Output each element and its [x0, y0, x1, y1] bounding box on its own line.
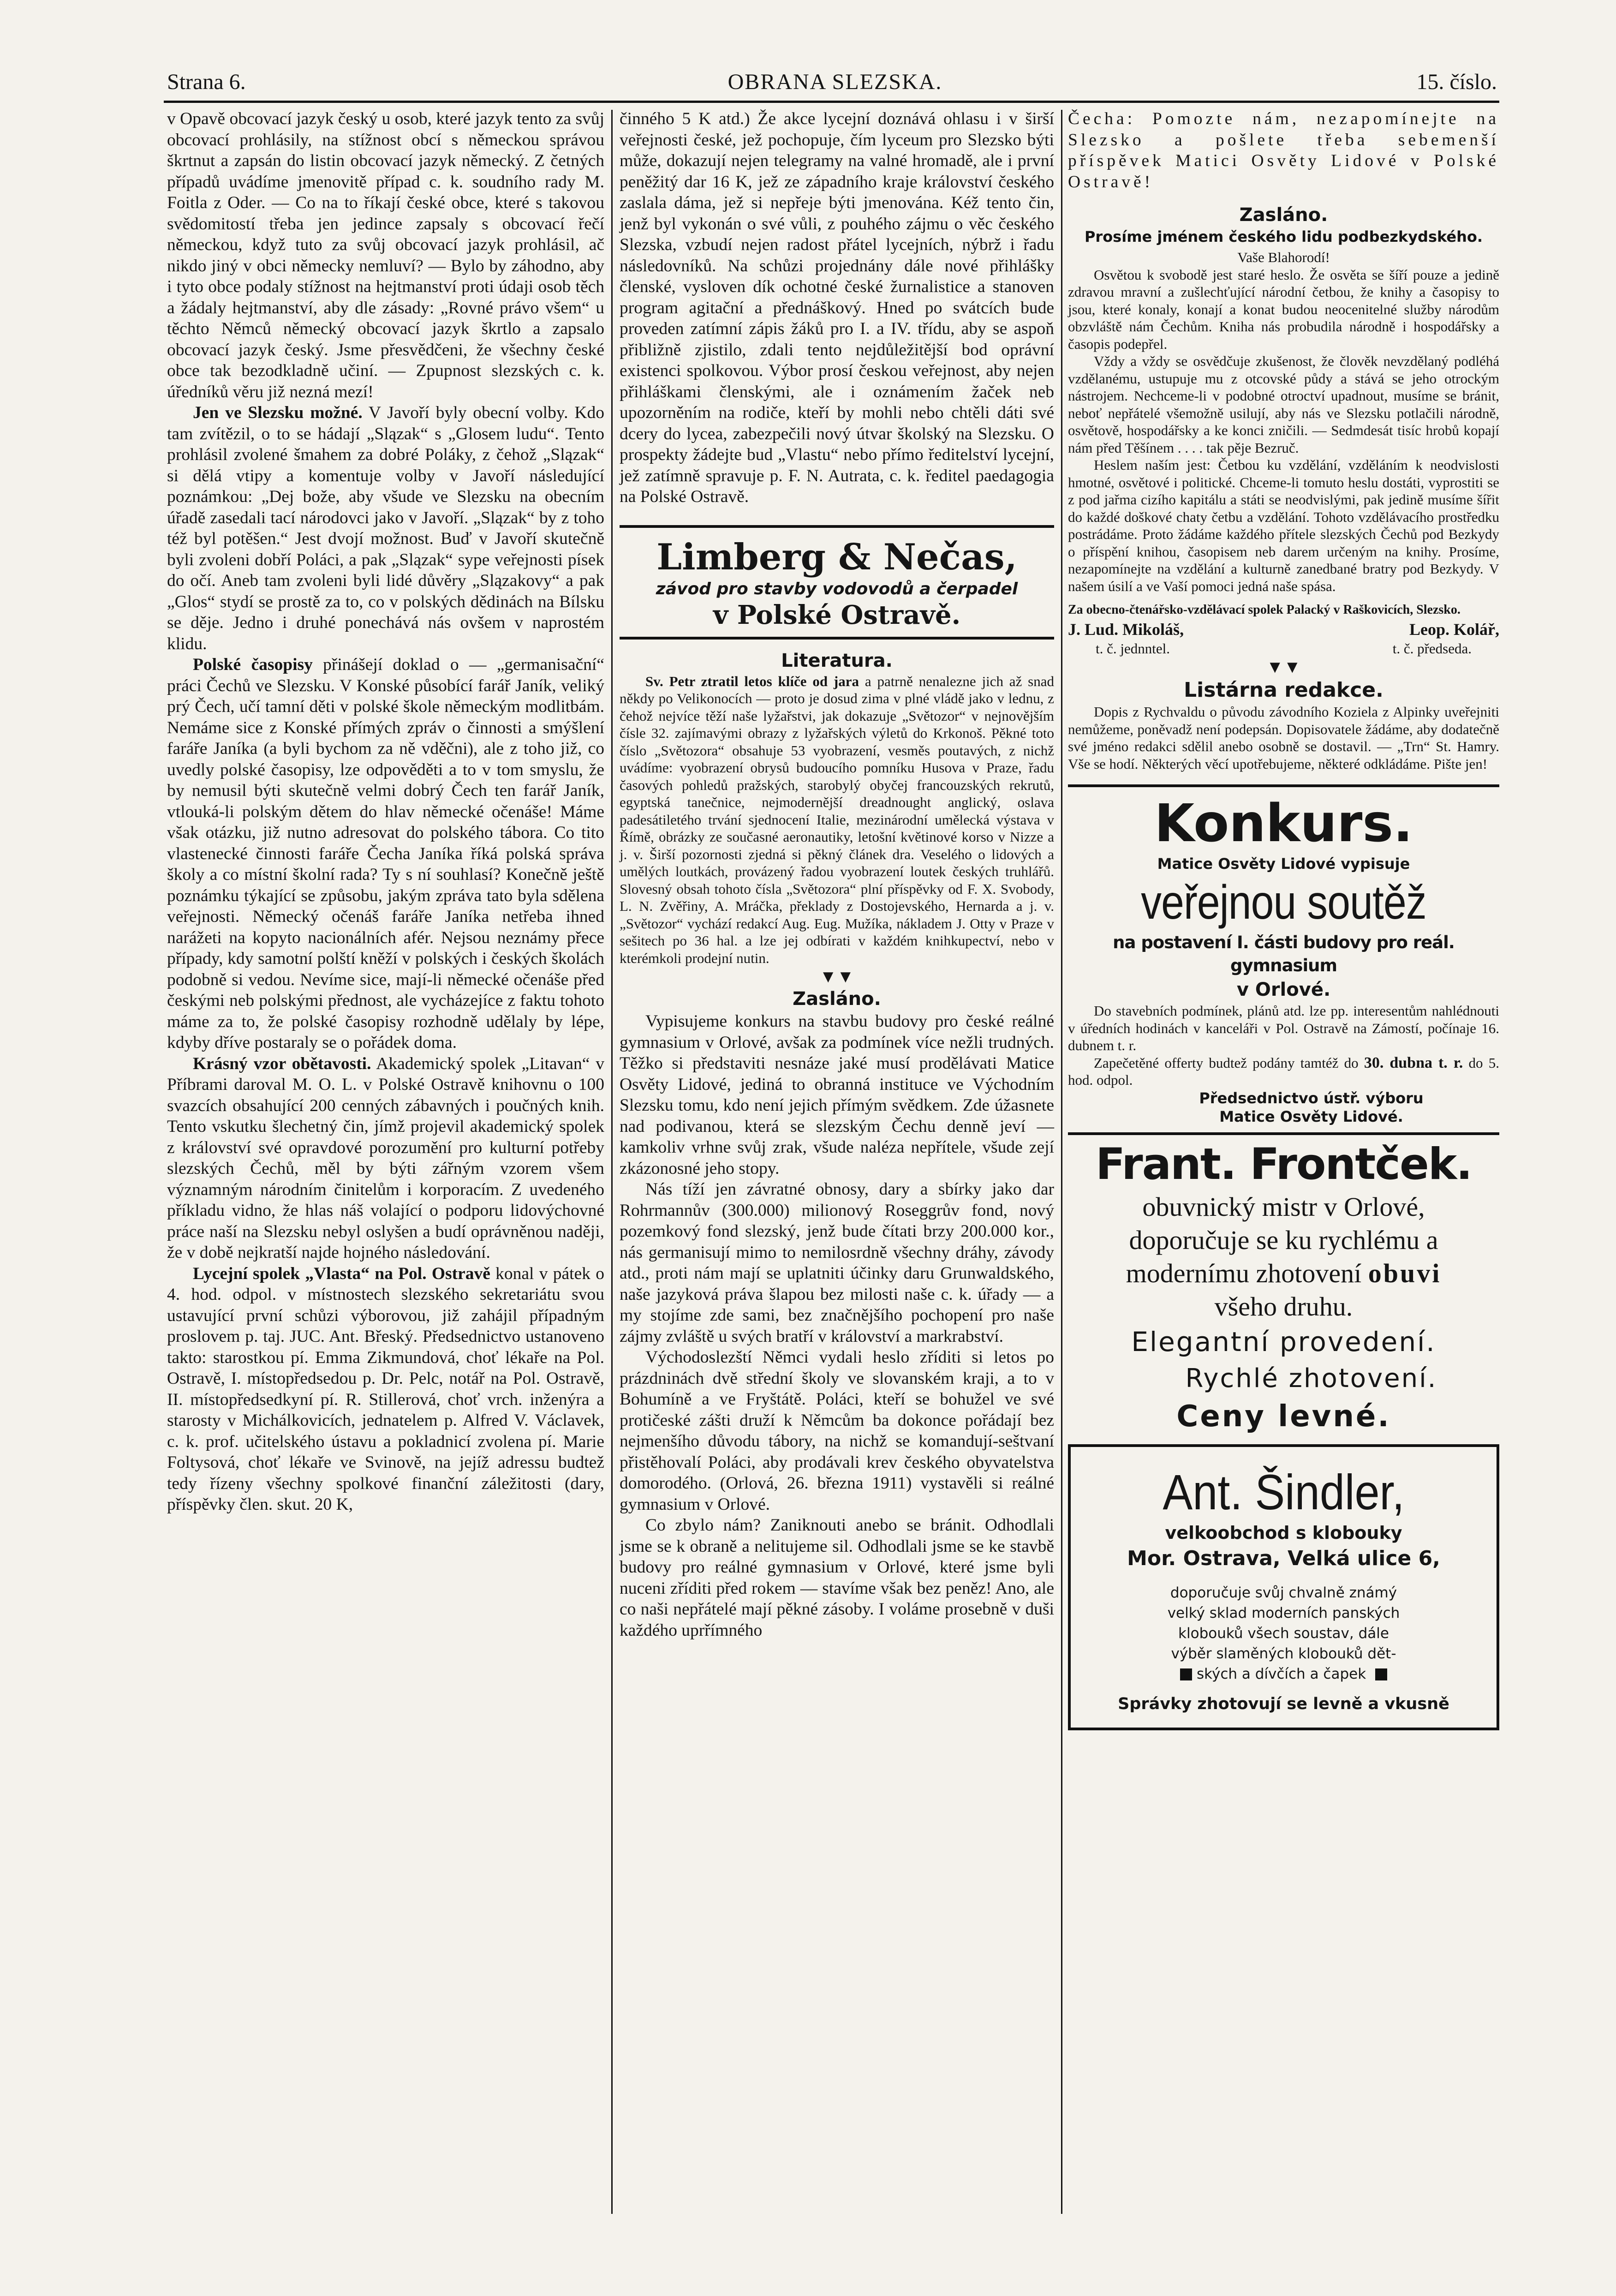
signature-role-2: t. č. předseda.: [1392, 640, 1472, 657]
konkurs-title: Konkurs.: [1154, 794, 1413, 854]
news-headline: Jen ve Slezsku možné.: [193, 403, 363, 422]
article-text: činného 5 K atd.) Že akce lycejní doznává ohlasu i v širší veřejnosti české, jež pochopuje, čím lyceum pro Slezsko býti může, dokazují nejen telegramy na valné hromadě, ale i první peněžitý dar 16 K, jež ze západního kraje království českého zaslala dáma, jež si nepřeje býti jmenována. Kéž tento čin, jenž byl vykonán o své vůli, z pouhého zájmu o věc českého Slezska, vzbudí nejen radost přátel lycejních, nýbrž i řadu následovníků. Na schůzi projednány dále nové přihlášky členské, vysloven dík ochotné české žurnalistice a stanoven program agitační a přednáškový. Hned po svátcích bude proveden zatímní zápis žáků pro I. a IV. třídu, aby se aspoň přibližně zjistilo, zdali tento nejdůležitější bod oprávní existenci spolkovou. Výbor prosí českou veřejnost, aby nejen přihláškami členskými, ale i oznámením žaček neb upozorněním na rodiče, kteří by mohli nebo chtěli dáti své dcery do lycea, zabezpečili nový útvar školský na Slezsku. O prospekty žádejte bud „Vlastu“ nebo přímo ředitelství lycejní, jež zatímně spravuje p. F. N. Autrata, c. k. ředitel paedagogia na Polské Ostravě.: [620, 109, 1054, 506]
sindler-line: doporučuje svůj chvalně známý: [1170, 1584, 1397, 1601]
column-3: [1068, 108, 1499, 1730]
article-text: v Opavě obcovací jazyk český u osob, které jazyk tento za svůj obcovací prohlásily, na stížnost obcí s německou správou škrtnut a zapsán do listin obcovací jazyk německý. Z četných případů uvádíme jmenovitě případ c. k. soudního rady M. Foitla z Oder. — Co na to říkají české obce, které s takovou svědomitostí třeba jen jedince zapsaly s obcovací řečí německou, když tuto za svůj obcovací jazyk prohlásil, ač nikdo jiný v obci německy nemluví? — Bylo by záhodno, aby i tyto obce podaly stížnost na hejtmanství proti údaji osob těch a žádaly hejtmanství, aby dle zásady: „Rovné právo všem“ u těchto Němců německý obcovací jazyk škrtlo a zapsalo obcovací jazyk český. Jsme přesvědčeni, že všechny české obce tak bezodkladně učiní. — Zpupnost slezských c. k. úředníků věru již nezná mezí!: [167, 109, 604, 401]
froncek-prices: Ceny levné.: [1176, 1399, 1391, 1434]
froncek-obuvi: obuvi: [1368, 1258, 1442, 1288]
section-title-listarna: Listárna redakce.: [1184, 678, 1383, 702]
sindler-repairs: Správky zhotovují se levně a vkusně: [1118, 1694, 1449, 1713]
advert-city: v Polské Ostravě.: [713, 599, 961, 630]
column-divider-1: [611, 110, 613, 2214]
section-title-zaslano: Zasláno.: [1239, 204, 1328, 226]
ornament-divider: ▼▼: [819, 967, 854, 987]
froncek-fast: Rychlé zhotovení.: [1185, 1363, 1437, 1393]
appeal-body: Heslem naším jest: Četbou ku vzdělání, vzděláním k neodvislosti hmotné, osvětové i politické. Chceme-li tomuto heslu dostáti, vyprostiti se z pod jařma cizího kapitálu a státi se neodvislými, pak jedině musíme šířit do každé doškové chaty četbu a vzdělání. Tohoto vzdělávacího prostředku postrádáme. Proto žádáme každého přítele slezských Čechů pod Bezkydy o příspění knihou, časopisem neb darem určeným na knihy. Prosíme, nezapomínejte na vzdělání a kulturně zanedbané bratry pod Bezkydy. V našem úsilí a ve Vaší pomoci jedná naše spása.: [1068, 457, 1499, 594]
article-text: Co zbylo nám? Zaniknouti anebo se bránit. Odhodlali jsme se k obraně a nelitujeme sil. Odhodlali jsme se ke stavbě budovy pro reálné gymnasium v Orlové, které jsme byli nuceni zříditi před rokem — stavíme však bez peněz! Ano, ale co naši nepřátelé mají pěkné zásoby. I voláme prosebně v duši každého uprřímného: [620, 1516, 1054, 1640]
appeal-body: Osvětou k svobodě jest staré heslo. Že osvěta se šíří pouze a jedině zdravou mravní a zušlechťující národní četbou, že knihy a časopisy to jsou, které konaly, konají a konat budou neocenitelné služby národům obzvláště nám Čechům. Kniha nás probudila národně i hospodářsky a časopis podepřel.: [1068, 266, 1499, 352]
news-item: [167, 1263, 604, 1515]
literature-item: [620, 673, 1054, 967]
signatures: [1068, 619, 1499, 640]
bullet-square-icon: [1180, 1668, 1192, 1680]
konkurs-time: do 5. hod. odpol.: [1068, 1054, 1499, 1088]
sindler-line: [1080, 1664, 1487, 1684]
konkurs-purpose: na postavení I. části budovy pro reál. gymnasium: [1113, 933, 1455, 975]
news-headline: Lycejní spolek „Vlasta“ na Pol. Ostravě: [193, 1264, 490, 1283]
editor-notes: Dopis z Rychvaldu o původu závodního Koziela z Alpinky uveřejniti nemůžeme, poněvadž není podepsán. Dopisovatele žádáme, aby dodatečně své jméno redakci sdělil anebo osobně se dostavil. — „Trn“ St. Hamry. Vše se hodí. Některých věcí upotřebujeme, některé odkládáme. Pište jen!: [1068, 704, 1499, 772]
literature-headline: Sv. Petr ztratil letos klíče od jara: [645, 673, 859, 689]
news-body: V Javoří byly obecní volby. Kdo tam zvítězil, o to se hádají „Slązak“ s „Glosem ludu“. Tento prohlásil zvolené šmahem za dobré Poláky, z čehož „Slązak“ si dělá vtipy a komentuje volby v Javoří následující poznámkou: „Dej bože, aby všude ve Slezsku na obecním úřadě zasedali tací národovci jako v Javoří. „Slązak“ by z toho též byl potěšen.“ Jest dvojí možnost. Buď v Javoří skutečně byli zvoleni dobří Poláci, a pak „Slązak“ sype veřejnosti písek do očí. Aneb tam zvoleni byli lidé důvěry „Slązakovy“ a pak „Glos“ stydí se prostě za to, co v polských dědinách na Bílsku se děje. Jedno i druhé ponechává nás ovšem v naprostém klidu.: [167, 403, 604, 653]
sindler-business: velkoobchod s klobouky: [1165, 1522, 1402, 1543]
froncek-elegant: Elegantní provedení.: [1131, 1326, 1436, 1357]
page-number: Strana 6.: [167, 70, 246, 94]
sindler-name: Ant. Šindler,: [1163, 1464, 1405, 1520]
literature-body: a patrně nenalezne jich až snad někdy po Velikonocích — proto je dosud zima v plné vládě jako v lednu, z čehož nejvíce těží naše lyžařstvi, jak dokazuje „Světozor“ v nejnovějším čísle 32. zajímavými obrazy z lyžařských výletů do Krkonoš. Pěkné toto číslo „Světozora“ obsahuje 53 vyobrazení, vesměs poutavých, z nichž uvádíme: vyobrazení obrysů budoucího pomníku Husova v Praze, řadu časových pohledů pražských, starobylý obyčej francouzských rekrutů, egyptská tanečnice, nejmodernější dreadnought anglický, oslava padesátiletého trvání sjednocení Italie, mezinárodní umělecká výstava v Římě, obrázky ze současné aeronautiky, letošní květinové korso v Nizze a j. v. Širší pozornosti zjedná si pěkný článek dra. Veselého o lidových a umělých loutkách, provázený řadou vyobrazení loutek českých truhlářů. Slovesný obsah tohoto čísla „Světozora“ plní příspěvky od F. X. Svobody, L. N. Zvěřiny, A. Mráčka, překlady z Dostojevského, Hernarda a j. v. „Světozor“ vychází redakcí Aug. Eug. Mužíka, nákladem J. Otty v Praze v sešitech po 36 hal. a lze jej odbírati v každém knihkupectví, nebo v kterémkoli prodejní nutin.: [620, 673, 1054, 966]
advert-konkurs: [1068, 784, 1499, 1126]
salutation: Vaše Blahorodí!: [1237, 249, 1330, 265]
advert-company-name: Limberg & Nečas,: [656, 536, 1017, 578]
section-title-literatura: Literatura.: [781, 650, 893, 671]
section-title-zaslano: Zasláno.: [793, 988, 881, 1010]
sindler-line-text: ských a dívčích a čapek: [1196, 1665, 1366, 1682]
froncek-line-4: všeho druhu.: [1214, 1291, 1353, 1321]
news-body: Akademický spolek „Litavan“ v Příbrami daroval M. O. L. v Polské Ostravě knihovnu o 100 svazcích obsahující 200 cenných zábavných i poučných knih. Tento vskutku šlechetný čin, jímž projevil akademický spolek z království své opravdové porozumění pro kulturní potřeby slezských Čechů, měl by býti zářným vzorem všem významným národním činitelům i korporacím. Z uvedeného příkladu vidno, že hlas náš volající o podporu lidovýchovné práce naší na Slezsku nebyl oslyšen a budí oprávněnou naději, že v době nejkratší najde hojného následování.: [167, 1054, 604, 1262]
sindler-address: Mor. Ostrava, Velká ulice 6,: [1127, 1546, 1440, 1570]
news-headline: Krásný vzor obětavosti.: [193, 1054, 371, 1073]
froncek-name: Frant. Frontček.: [1096, 1139, 1472, 1190]
news-item: [167, 1053, 604, 1263]
konkurs-body: Do stavebních podmínek, plánů atd. lze pp. interesentům nahlédnouti v úředních hodinách v kanceláři v Pol. Ostravě na Zámostí, počínaje 16. dubnem t. r.: [1068, 1003, 1499, 1053]
news-headline: Polské časopisy: [193, 655, 313, 674]
signature-organization: Za obecno-čtenářsko-vzdělávací spolek Palacký v Raškovicích, Slezsko.: [1068, 603, 1461, 617]
sindler-line: velký sklad moderních panských: [1167, 1604, 1400, 1621]
news-item: [167, 654, 604, 1053]
appeal-text: Čecha: Pomozte nám, nezapomínejte na Slezsko a pošlete třeba sebemenší příspěvek Matici Osvěty Lidové v Polské Ostravě!: [1068, 109, 1499, 191]
froncek-line-3: [1068, 1257, 1499, 1290]
signature-2: Leop. Kolář,: [1409, 620, 1499, 639]
news-item: [167, 402, 604, 654]
column-divider-2: [1061, 110, 1062, 2214]
bullet-square-icon: [1375, 1668, 1387, 1680]
appeal-heading: Prosíme jménem českého lidu podbezkydského.: [1084, 228, 1483, 245]
konkurs-date: 30. dubna t. r.: [1364, 1054, 1463, 1071]
sindler-body: [1080, 1583, 1487, 1684]
ornament-divider: ▼▼: [1266, 658, 1301, 677]
konkurs-city: v Orlové.: [1236, 979, 1331, 1000]
konkurs-deadline-text: Zapečetěné offerty budtež podány tamtéž do: [1094, 1054, 1359, 1071]
column-1: [167, 108, 604, 1515]
issue-number: 15. číslo.: [1416, 70, 1497, 94]
signature-role-1: t. č. jednntel.: [1096, 640, 1170, 657]
froncek-trade: obuvnický mistr v Orlové,: [1142, 1191, 1425, 1222]
column-2: [620, 108, 1054, 1641]
sindler-line: klobouků všech soustav, dále: [1178, 1625, 1389, 1642]
news-body: přinášejí doklad o — „germanisační“ práci Čechů ve Slezsku. V Konské působící farář Janík, veliký prý Čech, učí tamní děti v polské škole německým modlitbám. Nemáme sice z Konské přímých zpráv o činnosti a smýšlení faráře Janíka (a byli bychom za ně vděčni), ale z toho již, co uvedly polské časopisy, lze odpověděti a to v tom smyslu, že by nemusil býti skutečně velmi dobrý Čech ten farář Janík, vtlouká-li polským dětem do hlav německé očenáše! Máme však otázku, již nutno adresovat do polského tábora. Co tito vlastenecké činnosti faráře Čecha Janíka říká polská správa školy a co místní školní rada? Ty s ní souhlasí? Konečně ještě poznámku týkající se způsobu, jakým zpráva tato byla sdělena veřejnosti. Německý očenáš faráře Janíka netřeba ihned narážeti na kopyto nacionálních afér. Nejsou neznámy přece případy, kdy samotní polští kněží v polských i českých školách podobně si vedou. Nevíme sice, mají-li německé očenáše před českými neb polskými přednost, ale vycházejíce z faktu tohoto máme za to, že polské časopisy rozhodně udělaly by lépe, kdyby dříve postaraly se o pořádek doma.: [167, 655, 604, 1052]
header-rule: [164, 101, 1499, 103]
article-text: Nás tíží jen závratné obnosy, dary a sbírky jako dar Rohrmannův (300.000) milionový Roseggrův fond, nový pozemkový fond slezský, jenž bude čítati brzy 200.000 kor., nás germanisují mimo to nemilosrdně všechny dráhy, závody atd., proti nám mají se uplatniti účinky daru Grunwaldského, naše jazyková práva šlapou bez milosti naše c. k. úřady — a my stojíme zde sami, bez značnějšího pochopení pro naše zájmy zvláště u svých bratří v království a markrabství.: [620, 1180, 1054, 1346]
appeal-body: Vždy a vždy se osvědčuje zkušenost, že člověk nevzdělaný podléhá vzdělanému, ustupuje mu z otcovské půdy a stává se jeho otrockým nástrojem. Nechceme-li v podobné otroctví upadnout, musíme se bránit, neboť nepřátelé všemožně usilují, aby nás ve Slezsku potlačili národně, osvětově, hospodářsky a ke konci zničili. — Sedmdesát tisíc hrobů kopají nám před Těšínem . . . . tak pěje Bezruč.: [1068, 353, 1499, 456]
konkurs-subtitle: Matice Osvěty Lidové vypisuje: [1157, 855, 1410, 873]
advert-limberg: [620, 525, 1054, 640]
article-text: Východoslezští Němci vydali heslo zříditi si letos po prázdninách dvě střední školy ve slovanském kraji, a to v Bohumíně a ve Fryštátě. Poláci, kteří se bohužel ve své protičeské zášti druží k Němcům ba dokonce pořádají bez nejmenšího důvodu tábory, na nichž se komandují-seštvaní přistěhovalí Poláci, aby prodávali krev českého obyvatelstva domorodého. (Orlová, 26. března 1911) vystavěli si reálné gymnasium v Orlové.: [620, 1348, 1054, 1514]
article-text: Vypisujeme konkurs na stavbu budovy pro české reálné gymnasium v Orlové, avšak za podmínek více nežli trudných. Těžko si představiti nesnáze jaké musí prodělávati Matice Osvěty Lidové, jediná to obranná instituce ve Východním Slezsku tomu, kdo není jejich přímým svědkem. Zde úžasnete nad podivanou, která se slezským Čechu denně jeví — kamkoliv vrhne svůj zrak, všude naléza nepřítele, všude zejí zkázonosné jeho stopy.: [620, 1012, 1054, 1178]
konkurs-signature-1: Předsednictvo ústř. výboru: [1199, 1089, 1424, 1107]
konkurs-deadline: [1068, 1054, 1499, 1089]
advert-sindler: [1068, 1444, 1499, 1730]
froncek-line-2: doporučuje se ku rychlému a: [1129, 1225, 1438, 1255]
froncek-line-3-text: modernímu zhotovení: [1126, 1258, 1362, 1288]
advert-tagline: závod pro stavby vodovodů a čerpadel: [656, 579, 1018, 598]
sindler-line: výběr slaměných klobouků dět-: [1171, 1645, 1396, 1662]
advert-froncek: [1068, 1132, 1499, 1436]
konkurs-signature-2: Matice Osvěty Lidové.: [1219, 1107, 1403, 1125]
signature-1: J. Lud. Mikoláš,: [1068, 620, 1184, 639]
news-body: konal v pátek o 4. hod. odpol. v místnostech slezského sekretariátu svou ustavující první schůzi výborovou, již zahájil případným proslovem p. taj. JUC. Ant. Břeský. Předsednictvo ustanoveno takto: starostkou pí. Emma Zikmundová, choť lékaře na Pol. Ostravě, I. místopředsedou p. Dr. Pelc, notář na Pol. Ostravě, II. místopředsedkyní pí. R. Stillerová, choť vrch. inženýra a starosty v Michálkovicích, jednatelem p. Alfred V. Václavek, c. k. prof. učitelského ústavu a pokladnicí zvolena pí. Marie Foltysová, choť lékaře ve Svinově, na jejíž adressu budtež tedy řízeny všechny spolkové finanční záležitosti (dary, příspěvky člen. skut. 20 K,: [167, 1264, 604, 1514]
masthead-title: OBRANA SLEZSKA.: [727, 70, 942, 94]
signature-roles: [1068, 640, 1499, 658]
konkurs-headline: veřejnou soutěž: [1141, 876, 1426, 929]
